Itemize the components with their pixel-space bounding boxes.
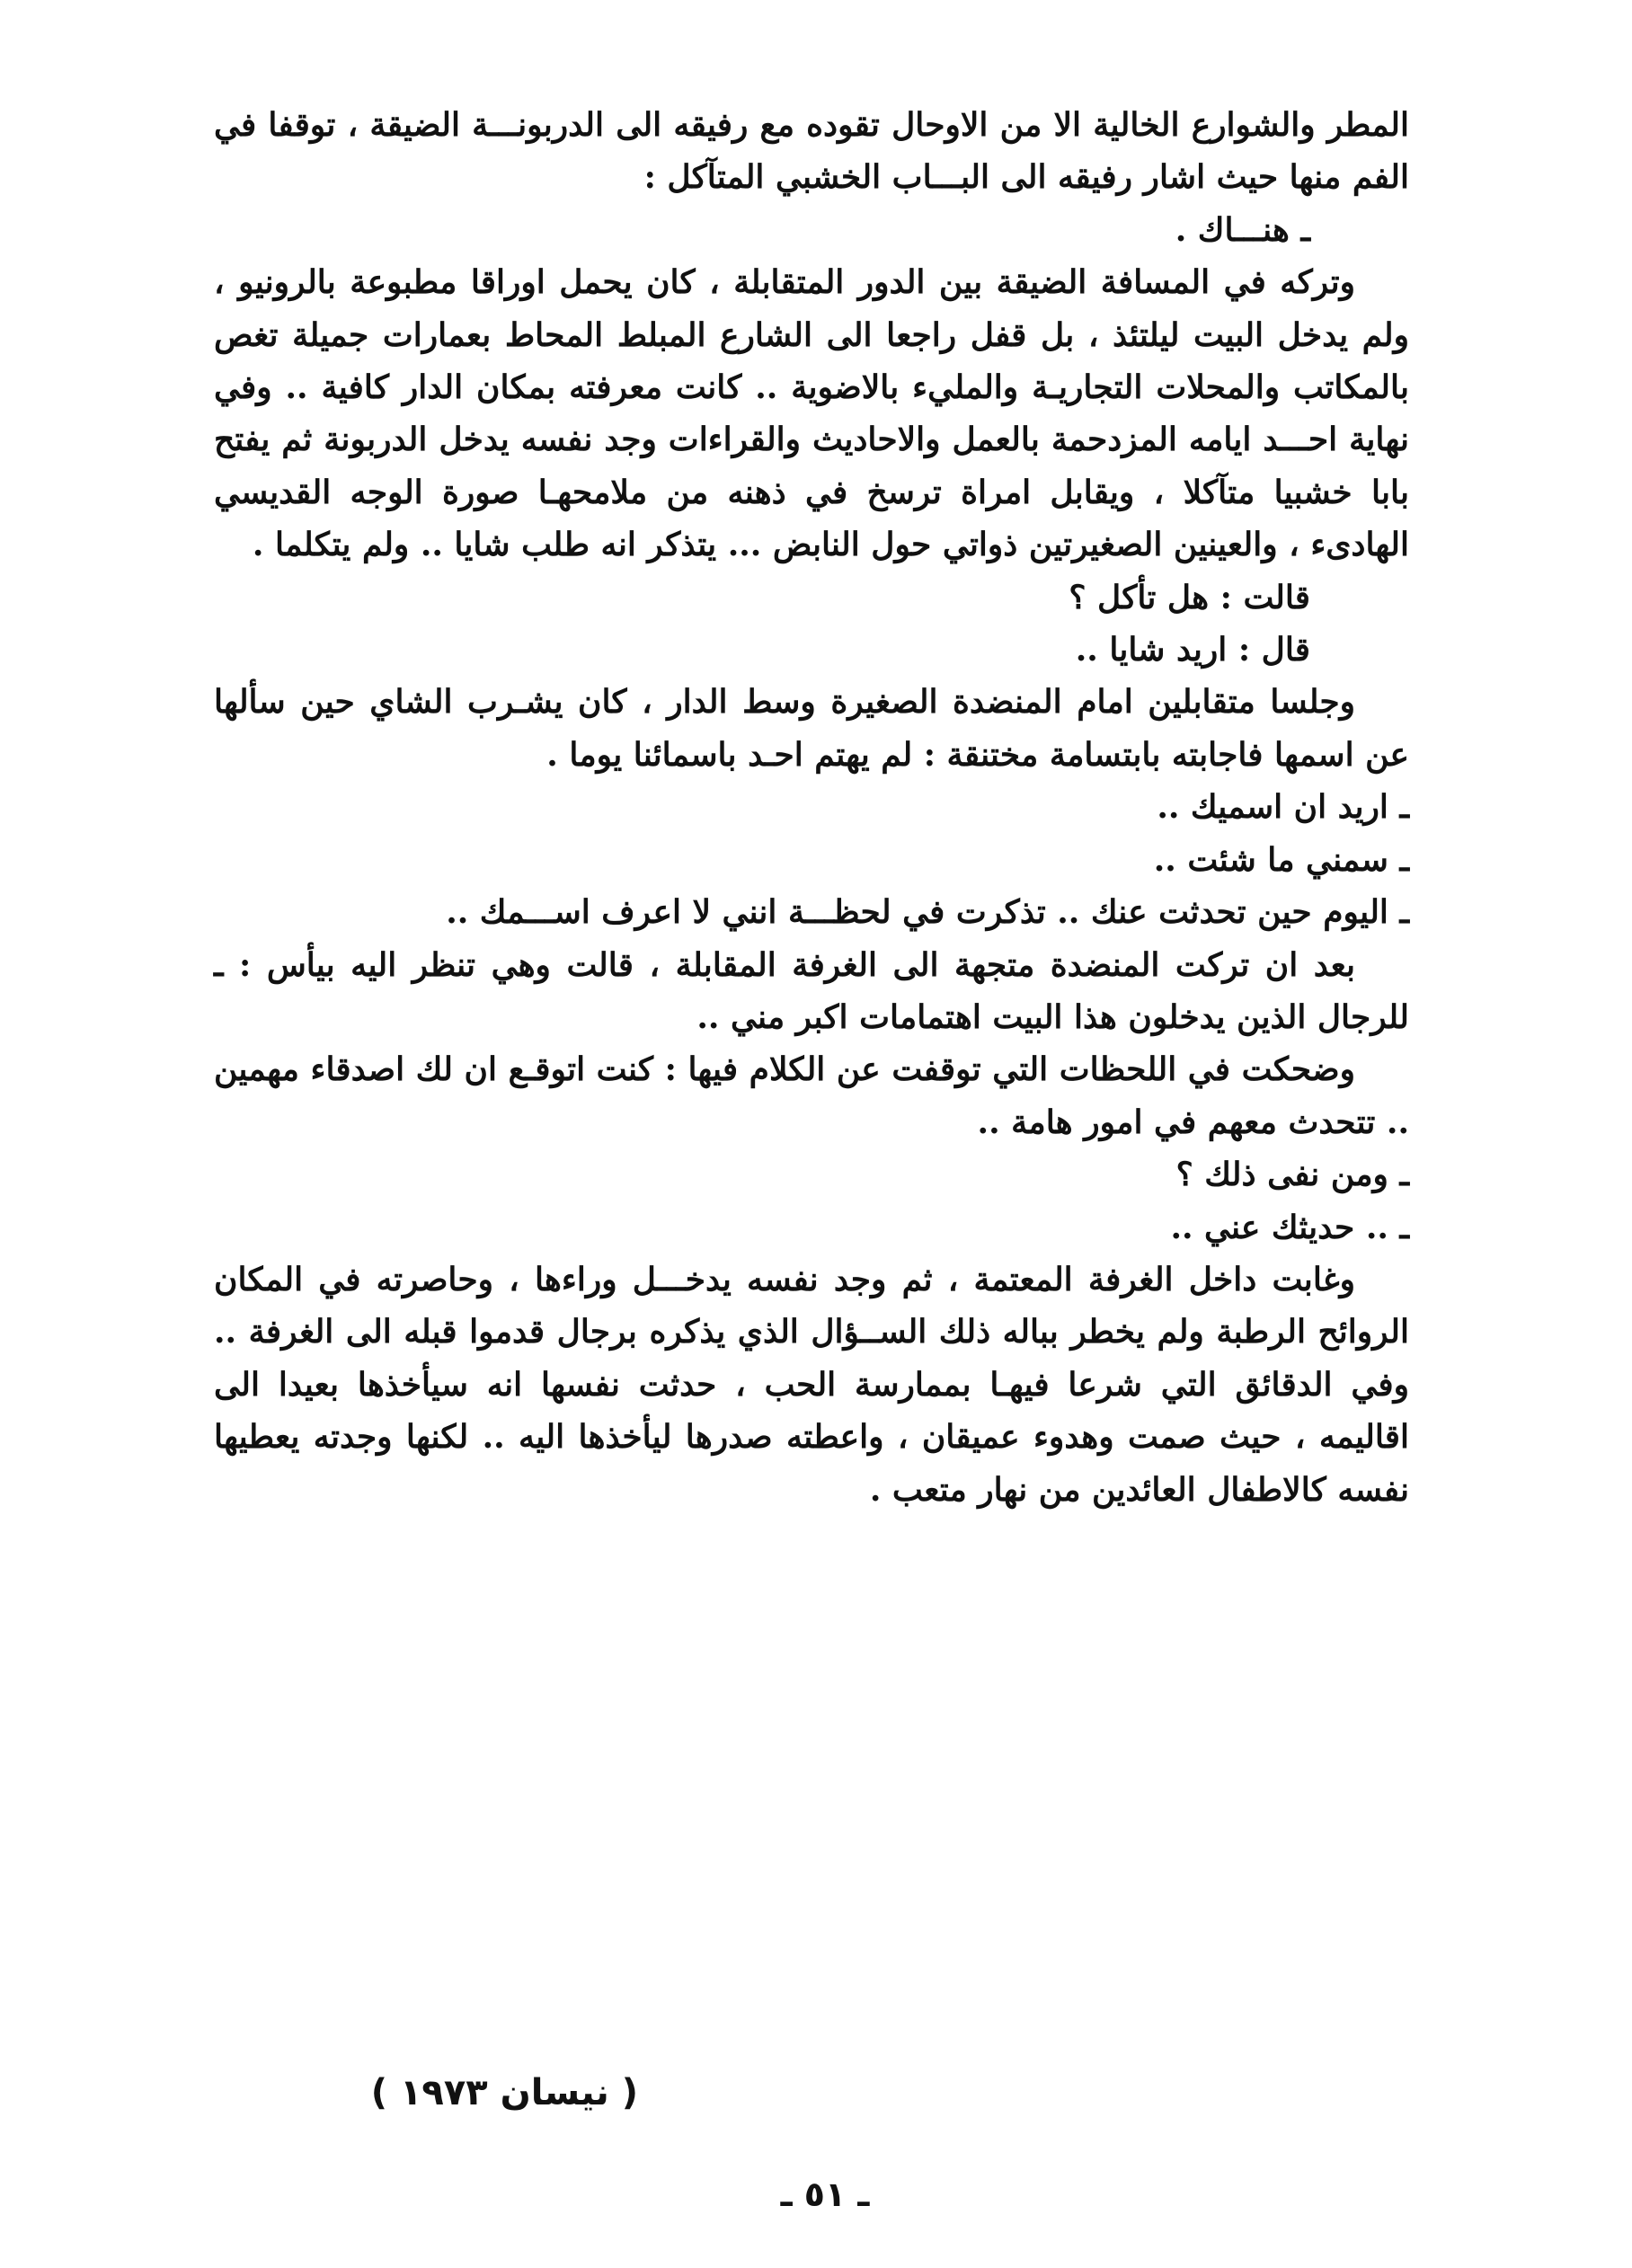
paragraph: وجلسا متقابلين امام المنضدة الصغيرة وسط الدار ، كان يشـرب الشاي حين سألها عن اسمها فاجابته بابتسامة مختنقة : لم يهتم احـد باسمائنا يوما .: [214, 683, 1409, 774]
dialogue-line: ـ ومن نفى ذلك ؟: [1175, 1156, 1409, 1194]
date-signature: ( نيسان ١٩٧٣ ): [370, 2072, 638, 2113]
paragraph: بعد ان تركت المنضدة متجهة الى الغرفة المقابلة ، قالت وهي تنظر اليه بيأس : ـ للرجال الذين يدخلون هذا البيت اهتمامات اكبر مني ..: [214, 945, 1409, 1036]
dialogue-line: قال : اريد شايا ..: [1075, 631, 1310, 669]
paragraph: وضحكت في اللحظات التي توقفت عن الكلام فيها : كنت اتوقـع ان لك اصدقاء مهمين .. تتحدث معهم في امور هامة ..: [214, 1050, 1409, 1141]
dialogue-line: ـ هنـــاك .: [1175, 210, 1310, 249]
body-text: [214, 99, 1409, 1516]
paragraph: وتركه في المسافة الضيقة بين الدور المتقابلة ، كان يحمل اوراقا مطبوعة بالرونيو ، ولم يدخل البيت ليلتئذ ، بل قفل راجعا الى الشارع المبلط المحاط بعمارات جميلة تغص بالمكاتب والمحلات التجاريـة والمليء بالاضوية .. كانت معرفته بمكان الدار كافية .. وفي نهاية احـــد ايامه المزدحمة بالعمل والاحاديث والقراءات وجد نفسه يدخل الدربونة ثم يفتح بابا خشبيا متآكلا ، ويقابل امراة ترسخ في ذهنه من ملامحهـا صورة الوجه القديسي الهادىء ، والعينين الصغيرتين ذواتي حول النابض ... يتذكر انه طلب شايا .. ولم يتكلما .: [214, 263, 1409, 564]
dialogue-line: ـ .. حديثك عني ..: [1170, 1208, 1409, 1246]
dialogue-line: ـ اريد ان اسميك ..: [1157, 788, 1409, 827]
dialogue-line: قالت : هل تأكل ؟: [1069, 578, 1310, 616]
paragraph: وغابت داخل الغرفة المعتمة ، ثم وجد نفسه يدخـــل وراءها ، وحاصرته في المكان الروائح الرطبة ولم يخطر بباله ذلك الســؤال الذي يذكره برجال قدموا قبله الى الغرفة .. وفي الدقائق التي شرعا فيهـا بممارسة الحب ، حدثت نفسها انه سيأخذها بعيدا الى اقاليمه ، حيث صمت وهدوء عميقان ، واعطته صدرها ليأخذها اليه .. لكنها وجدته يعطيها نفسه كالاطفال العائدين من نهار متعب .: [214, 1260, 1409, 1509]
paragraph: المطر والشوارع الخالية الا من الاوحال تقوده مع رفيقه الى الدربونـــة الضيقة ، توقفا في الفم منها حيث اشار رفيقه الى البـــاب الخشبي المتآكل :: [214, 106, 1409, 197]
dialogue-line: ـ اليوم حين تحدثت عنك .. تذكرت في لحظـــة انني لا اعرف اســـمك ..: [446, 893, 1409, 932]
page-number: ـ ٥١ ـ: [780, 2175, 870, 2214]
dialogue-line: ـ سمني ما شئت ..: [1153, 840, 1409, 879]
